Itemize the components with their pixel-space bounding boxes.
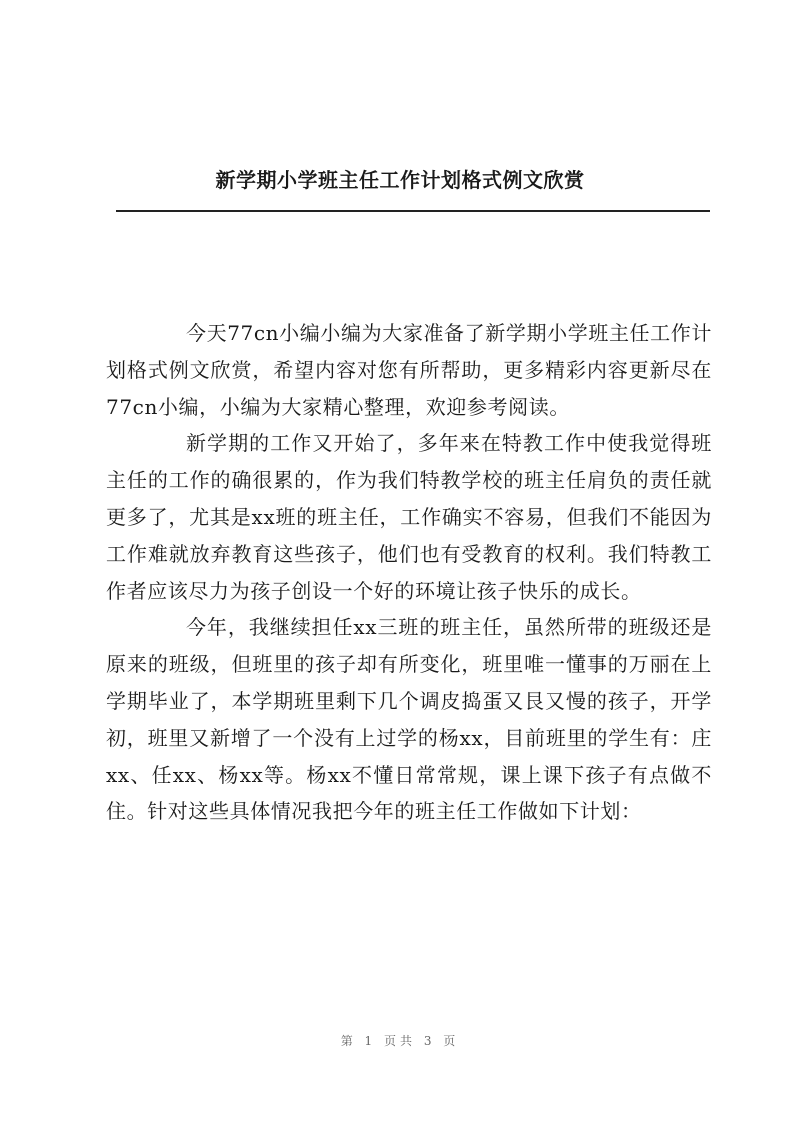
document-title: 新学期小学班主任工作计划格式例文欣赏 (215, 168, 585, 192)
document-body (106, 315, 712, 830)
title-divider (116, 210, 710, 212)
paragraph-intro: 今天77cn小编小编为大家准备了新学期小学班主任工作计划格式例文欣赏，希望内容对您有所帮助，更多精彩内容更新尽在77cn小编，小编为大家精心整理，欢迎参考阅读。 (106, 321, 712, 419)
page-number: 第 1 页共 3 页 (340, 1034, 460, 1048)
paragraph-class-situation: 今年，我继续担任xx三班的班主任，虽然所带的班级还是原来的班级，但班里的孩子却有所变化，班里唯一懂事的万丽在上学期毕业了，本学期班里剩下几个调皮捣蛋又艮又慢的孩子，开学初，班里又新增了一个没有上过学的杨xx，目前班里的学生有：庄xx、任xx、杨xx等。杨xx不懂日常常规，课上课下孩子有点做不住。针对这些具体情况我把今年的班主任工作做如下计划： (106, 615, 712, 824)
paragraph-background: 新学期的工作又开始了，多年来在特教工作中使我觉得班主任的工作的确很累的，作为我们特教学校的班主任肩负的责任就更多了，尤其是xx班的班主任，工作确实不容易，但我们不能因为工作难就放弃教育这些孩子，他们也有受教育的权利。我们特教工作者应该尽力为孩子创设一个好的环境让孩子快乐的成长。 (106, 431, 712, 603)
